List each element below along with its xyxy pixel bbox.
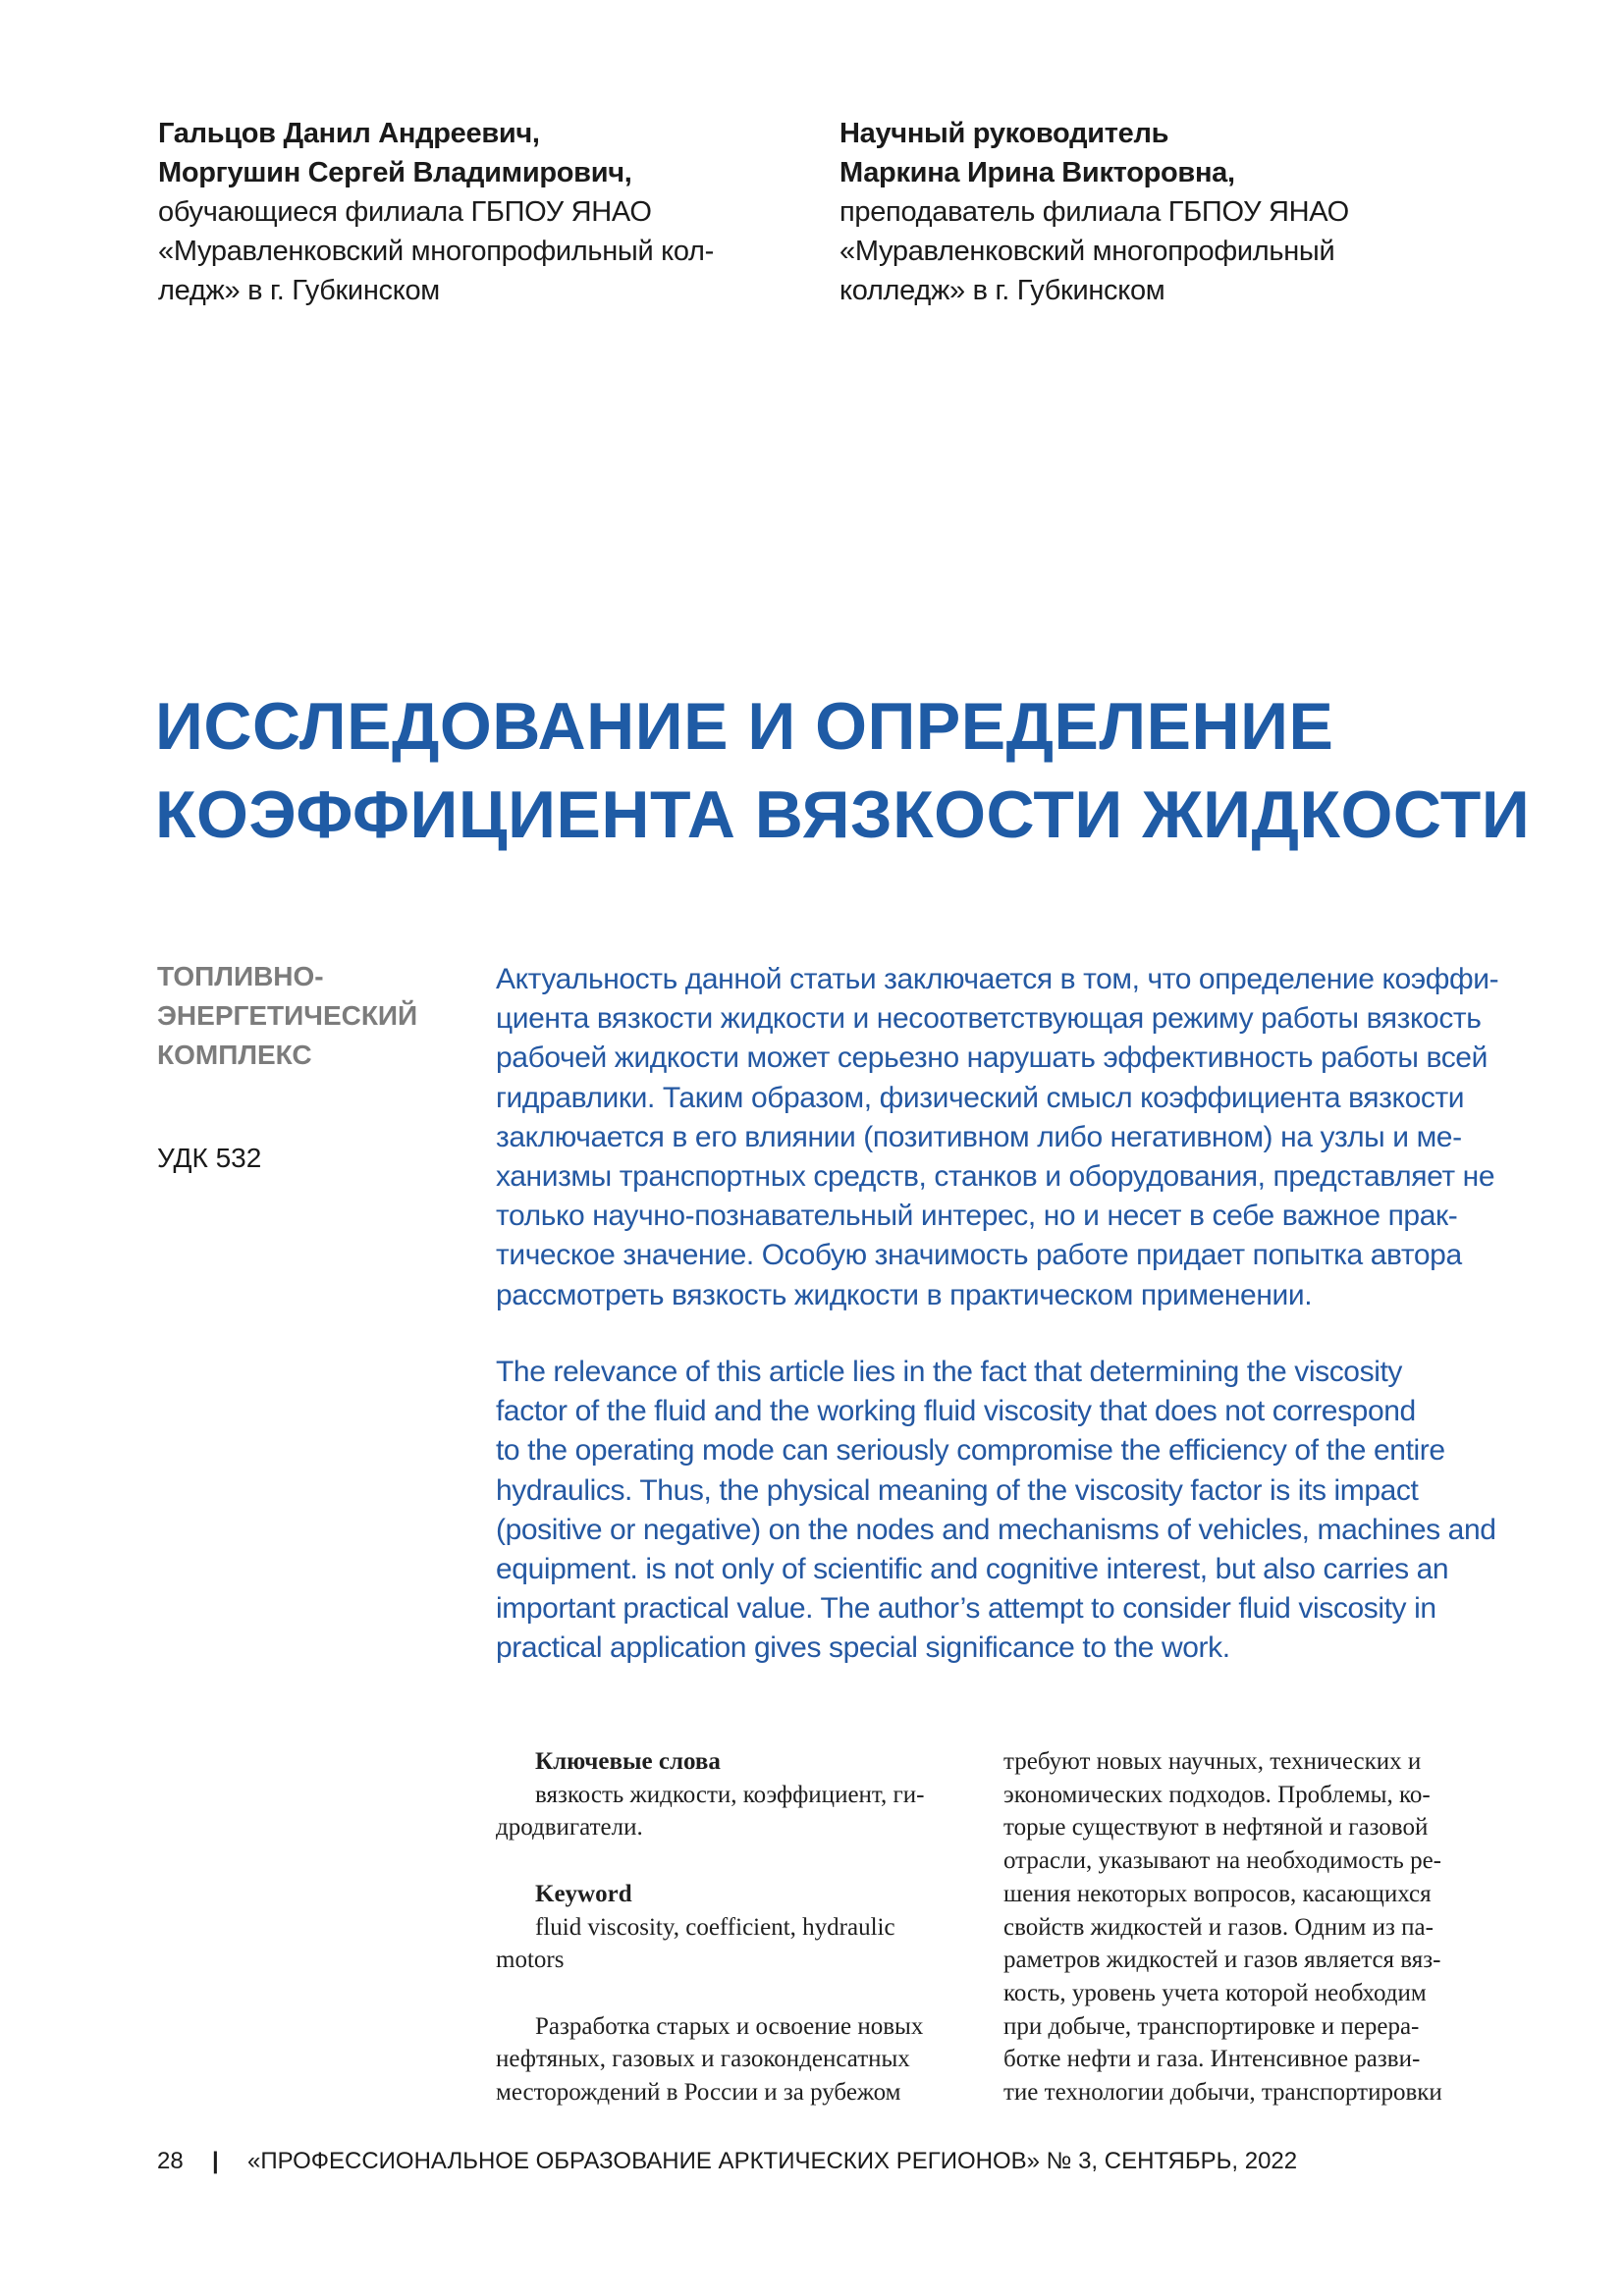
keywords-text: дродвигатели. [496, 1814, 643, 1842]
body-paragraph-line: торые существуют в нефтяной и газовой [1003, 1814, 1429, 1842]
abstract-line: гидравлики. Таким образом, физический смысл коэффициента вязкости [496, 1081, 1465, 1114]
author-name: Моргушин Сергей Владимирович, [158, 157, 632, 188]
author-affiliation: ледж» в г. Губкинском [158, 275, 440, 306]
advisor-block [839, 114, 1429, 310]
abstract-line: practical application gives special significance to the work. [496, 1631, 1230, 1665]
footer-separator: | [212, 2148, 219, 2174]
body-paragraph-line: тие технологии добычи, транспортировки [1003, 2079, 1442, 2107]
journal-name: «ПРОФЕССИОНАЛЬНОЕ ОБРАЗОВАНИЕ АРКТИЧЕСКИХ РЕГИОНОВ» № 3, СЕНТЯБРЬ, 2022 [247, 2148, 1298, 2174]
advisor-name: Маркина Ирина Викторовна, [839, 157, 1235, 188]
abstract-line: ханизмы транспортных средств, станков и оборудования, представляет не [496, 1160, 1495, 1194]
article-title [155, 682, 1530, 859]
keywords-heading: Ключевые слова [535, 1748, 721, 1775]
advisor-affiliation: колледж» в г. Губкинском [839, 275, 1165, 306]
abstract-line: рассмотреть вязкость жидкости в практическом применении. [496, 1278, 1313, 1311]
abstract-line: заключается в его влиянии (позитивном либо негативном) на узлы и ме- [496, 1120, 1462, 1153]
abstract-line: тическое значение. Особую значимость работе придает попытка автора [496, 1239, 1462, 1272]
keywords-text: вязкость жидкости, коэффициент, ги- [535, 1781, 925, 1808]
page-number: 28 [157, 2148, 184, 2174]
body-paragraph-line: свойств жидкостей и газов. Одним из па- [1003, 1913, 1434, 1941]
body-paragraph-line: месторождений в России и за рубежом [496, 2079, 901, 2106]
body-paragraph-line: требуют новых научных, технических и [1003, 1748, 1422, 1775]
abstract-en [496, 1353, 1496, 1669]
abstract-line: рабочей жидкости может серьезно нарушать эффективность работы всей [496, 1041, 1488, 1075]
section-line: ТОПЛИВНО- [157, 961, 324, 991]
body-paragraph-line: отрасли, указывают на необходимость ре- [1003, 1847, 1442, 1875]
body-paragraph-line: Разработка старых и освоение новых [535, 2012, 924, 2040]
page-footer [157, 2148, 1297, 2175]
section-rubric [157, 957, 417, 1075]
author-affiliation: обучающиеся филиала ГБПОУ ЯНАО [158, 196, 652, 228]
title-line: КОЭФФИЦИЕНТА ВЯЗКОСТИ ЖИДКОСТИ [155, 777, 1531, 852]
author-affiliation: «Муравленковский многопрофильный кол- [158, 236, 715, 267]
body-paragraph-line: кость, уровень учета которой необходим [1003, 1979, 1427, 2006]
abstract-line: циента вязкости жидкости и несоответствующая режиму работы вязкость [496, 1002, 1482, 1036]
body-paragraph-line: шения некоторых вопросов, касающихся [1003, 1880, 1432, 1907]
advisor-role: Научный руководитель [839, 118, 1169, 149]
body-paragraph-line: нефтяных, газовых и газоконденсатных [496, 2046, 910, 2073]
abstract-line: The relevance of this article lies in the fact that determining the viscosity [496, 1356, 1402, 1388]
advisor-affiliation: преподаватель филиала ГБПОУ ЯНАО [839, 196, 1349, 228]
udk-code: УДК 532 [157, 1143, 262, 1173]
advisor-affiliation: «Муравленковский многопрофильный [839, 236, 1335, 267]
abstract-line: important practical value. The author’s attempt to consider fluid viscosity in [496, 1592, 1436, 1626]
abstract-line: Актуальность данной статьи заключается в том, что определение коэффи- [496, 963, 1499, 995]
abstract-line: (positive or negative) on the nodes and mechanisms of vehicles, machines and [496, 1513, 1496, 1546]
body-paragraph-line: раметров жидкостей и газов является вяз- [1003, 1947, 1441, 1974]
body-paragraph-line: при добыче, транспортировке и перера- [1003, 2012, 1420, 2040]
keywords-en-text: motors [496, 1947, 565, 1974]
body-paragraph-line: экономических подходов. Проблемы, ко- [1003, 1781, 1431, 1808]
abstract-ru [496, 960, 1498, 1315]
abstract-line: hydraulics. Thus, the physical meaning of the viscosity factor is its impact [496, 1473, 1419, 1507]
authors-block [158, 114, 747, 310]
abstract-line: to the operating mode can seriously compromise the efficiency of the entire [496, 1434, 1445, 1468]
body-paragraph-line: ботке нефти и газа. Интенсивное разви- [1003, 2046, 1421, 2073]
keywords-en-text: fluid viscosity, coefficient, hydraulic [535, 1913, 895, 1941]
section-line: КОМПЛЕКС [157, 1040, 312, 1070]
abstract-line: factor of the fluid and the working fluid viscosity that does not correspond [496, 1395, 1416, 1428]
title-line: ИССЛЕДОВАНИЕ И ОПРЕДЕЛЕНИЕ [155, 689, 1334, 764]
abstract-line: equipment. is not only of scientific and cognitive interest, but also carries an [496, 1553, 1449, 1586]
author-name: Гальцов Данил Андреевич, [158, 118, 540, 149]
abstract-line: только научно-познавательный интерес, но и несет в себе важное прак- [496, 1200, 1458, 1233]
keywords-en-heading: Keyword [535, 1880, 632, 1907]
section-line: ЭНЕРГЕТИЧЕСКИЙ [157, 1000, 418, 1031]
body-column-left [496, 1745, 972, 2109]
body-column-right [1003, 1745, 1480, 2109]
